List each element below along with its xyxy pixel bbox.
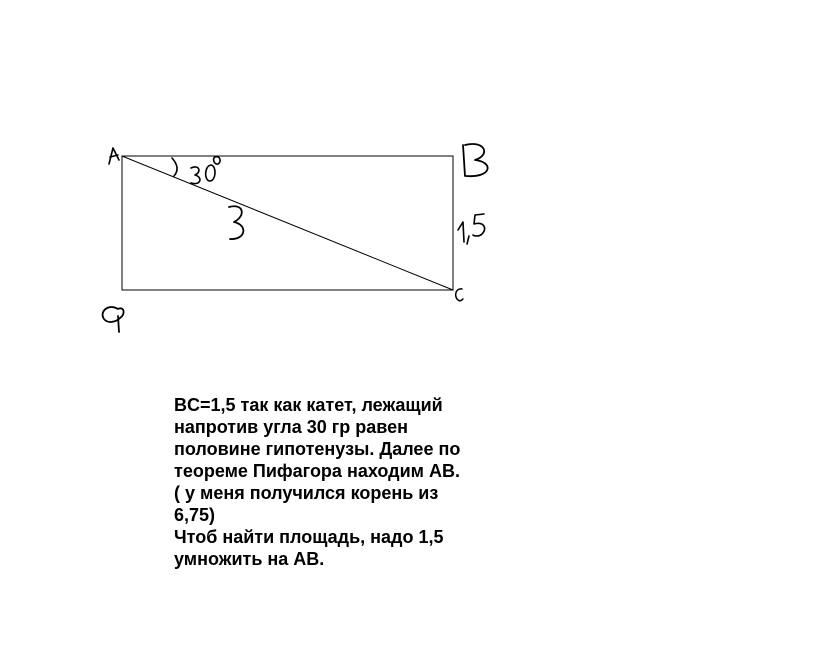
explanation-line-1: BC=1,5 так как катет, лежащий bbox=[174, 395, 443, 415]
hypotenuse-label bbox=[229, 206, 243, 239]
vertex-label-c bbox=[456, 289, 463, 301]
explanation-line-7: Чтоб найти площадь, надо 1,5 bbox=[174, 527, 444, 547]
vertex-label-b bbox=[463, 144, 488, 176]
explanation-line-2: напротив угла 30 гр равен bbox=[174, 417, 408, 437]
explanation-line-5: ( у меня получился корень из bbox=[174, 483, 439, 503]
explanation-line-6: 6,75) bbox=[174, 505, 216, 525]
explanation-line-3: половине гипотенузы. Далее по bbox=[174, 439, 461, 459]
angle-label bbox=[191, 157, 220, 184]
side-bc-label bbox=[458, 214, 485, 244]
diagonal-ac bbox=[122, 156, 453, 290]
vertex-label-d bbox=[103, 307, 124, 332]
vertex-label-a bbox=[109, 148, 119, 164]
angle-arc bbox=[172, 158, 177, 176]
explanation-line-8: умножить на AB. bbox=[174, 549, 325, 569]
explanation-text bbox=[174, 394, 504, 570]
explanation-line-4: теореме Пифагора находим AB. bbox=[174, 461, 460, 481]
